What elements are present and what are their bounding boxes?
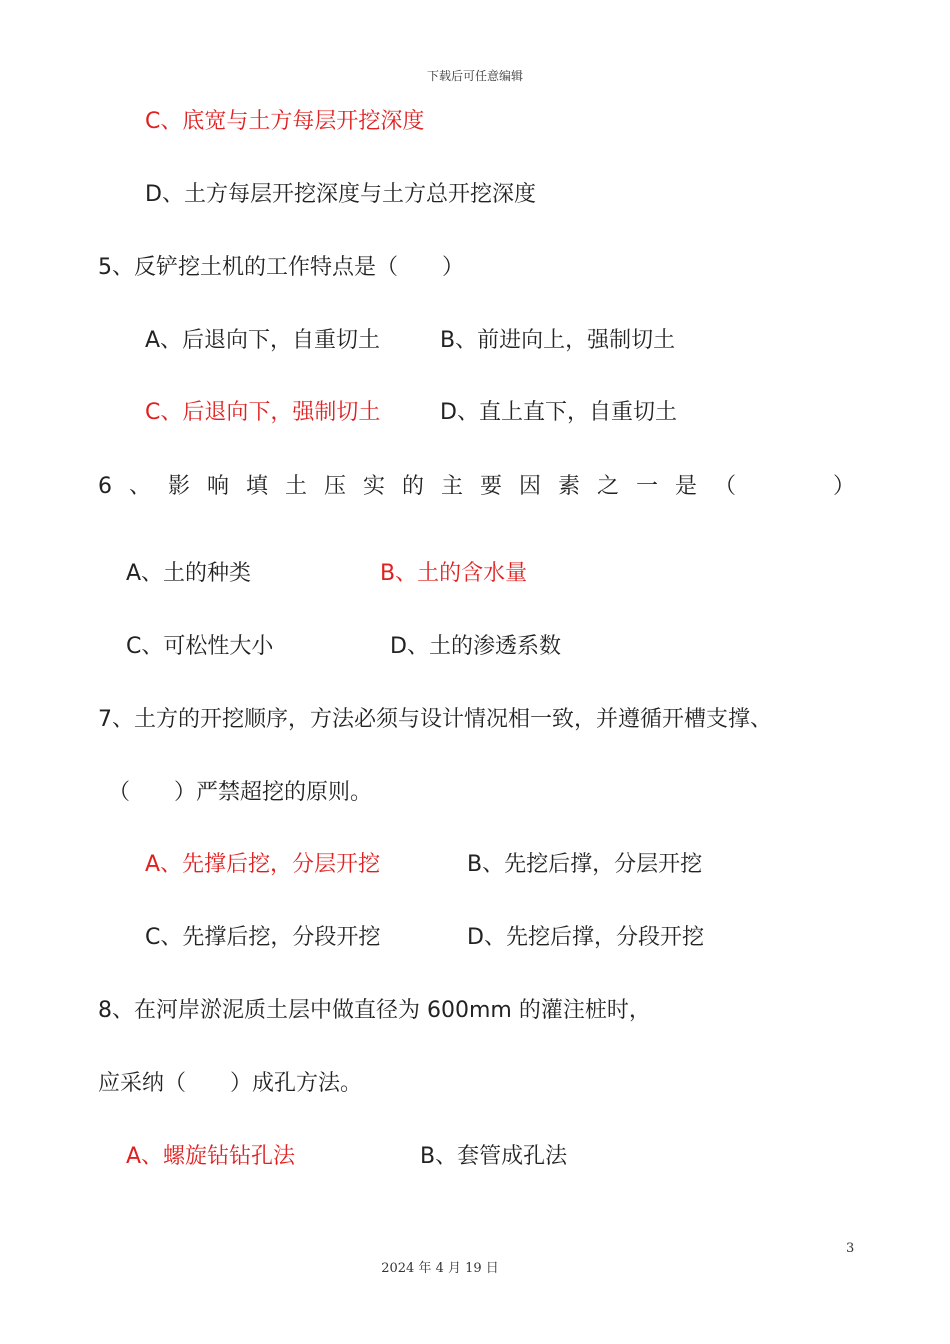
q7-option-b: B、先挖后撑，分层开挖 (467, 852, 703, 877)
q6-option-d: D、土的渗透系数 (390, 634, 561, 659)
q8-stem-line1: 8、在河岸淤泥质土层中做直径为 600mm 的灌注桩时， (98, 998, 651, 1023)
q7-option-a: A、先撑后挖，分层开挖 (145, 852, 381, 877)
q7-stem-line2: （ ）严禁超挖的原则。 (108, 780, 373, 805)
q5-option-a: A、后退向下，自重切土 (145, 328, 381, 353)
q6-stem: 6、影响填土压实的主要因素之一是（ (98, 474, 753, 499)
q5-option-b: B、前进向上，强制切土 (440, 328, 676, 353)
q4-option-c: C、底宽与土方每层开挖深度 (145, 109, 425, 134)
q8-option-b: B、套管成孔法 (420, 1144, 568, 1169)
q7-option-c: C、先撑后挖，分段开挖 (145, 925, 381, 950)
q5-option-c: C、后退向下，强制切土 (145, 400, 381, 425)
q6-stem-close: ） (833, 474, 856, 499)
q6-option-a: A、土的种类 (126, 561, 252, 586)
q8-stem-line2: 应采纳（ ）成孔方法。 (98, 1071, 363, 1096)
q5-option-d: D、直上直下，自重切土 (440, 400, 677, 425)
q6-option-c: C、可松性大小 (126, 634, 274, 659)
page-header: 下载后可任意编辑 (426, 69, 523, 83)
q7-stem-line1: 7、土方的开挖顺序，方法必须与设计情况相一致，并遵循开槽支撑、 (98, 707, 772, 732)
q4-option-d: D、土方每层开挖深度与土方总开挖深度 (145, 182, 536, 207)
q8-option-a: A、螺旋钻钻孔法 (126, 1144, 296, 1169)
page-number: 3 (846, 1241, 855, 1256)
q6-option-b: B、土的含水量 (380, 561, 528, 586)
q5-stem: 5、反铲挖土机的工作特点是（ ） (98, 255, 464, 280)
footer-date: 2024 年 4 月 19 日 (381, 1261, 499, 1276)
q7-option-d: D、先挖后撑，分段开挖 (467, 925, 704, 950)
